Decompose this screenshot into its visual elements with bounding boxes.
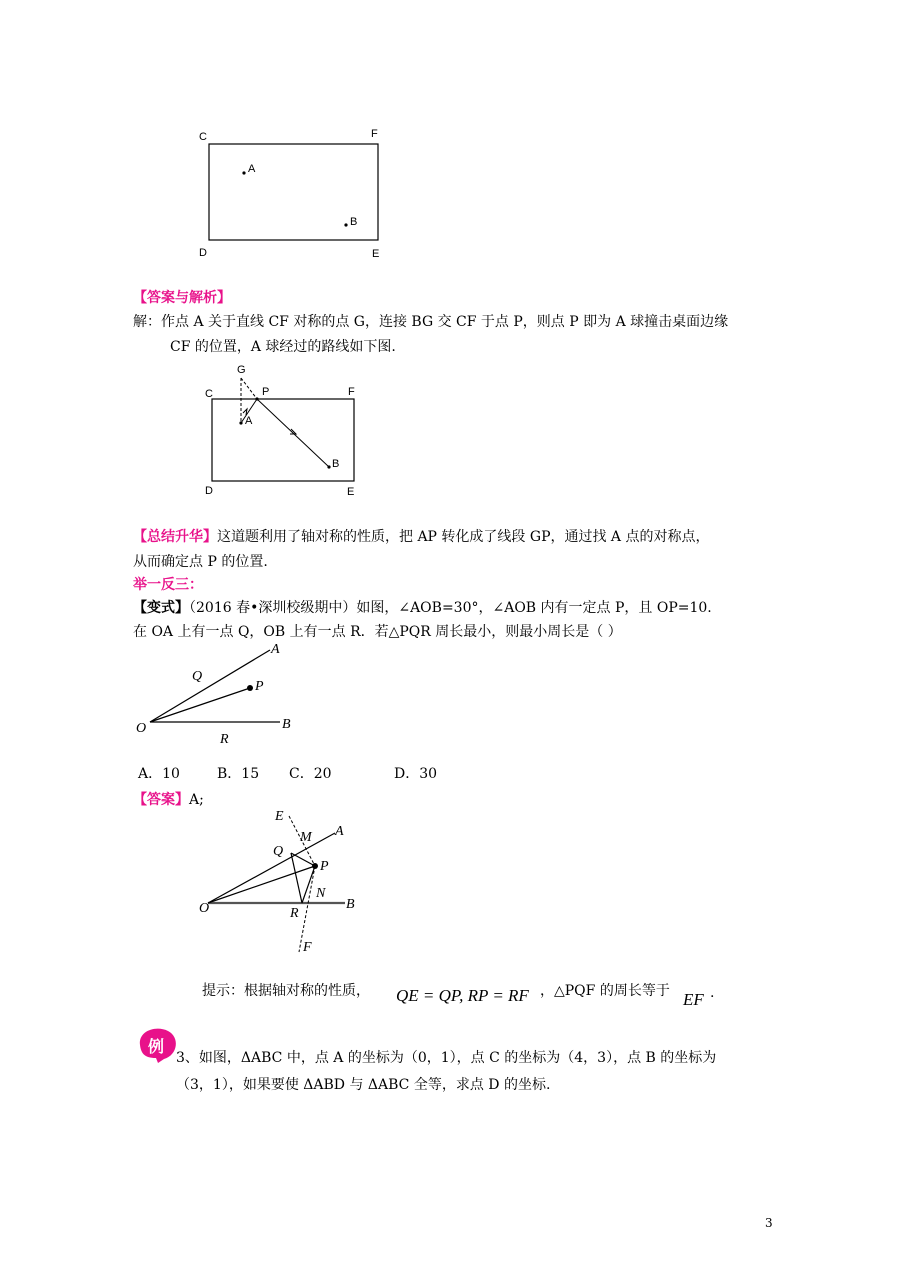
label-e: E xyxy=(275,809,284,824)
summary-heading: 【总结升华】 xyxy=(133,529,217,545)
point-p xyxy=(247,685,253,691)
answer-line-1: 解：作点 A 关于直线 CF 对称的点 G，连接 BG 交 CF 于点 P，则点 P 即为 A 球撞击桌面边缘 xyxy=(133,314,729,330)
label-p: P xyxy=(320,859,329,874)
hint-middle: ，△PQF 的周长等于 xyxy=(540,983,670,999)
label-c: C xyxy=(199,131,207,143)
label-b: B xyxy=(350,216,358,228)
figure-rectangle-ab xyxy=(195,120,395,265)
answer-line-2: CF 的位置，A 球经过的路线如下图. xyxy=(170,339,396,355)
label-e: E xyxy=(372,248,380,260)
label-n: N xyxy=(316,886,326,901)
point-a xyxy=(242,171,245,174)
label-p: P xyxy=(255,679,264,694)
label-d: D xyxy=(205,485,213,497)
label-a: A xyxy=(248,163,256,175)
label-a: A xyxy=(245,415,253,427)
hint-formula: QE = QP, RP = RF xyxy=(396,986,529,1005)
label-f: F xyxy=(371,128,378,140)
option-c: C．20 xyxy=(289,766,332,782)
label-b: B xyxy=(346,897,355,912)
label-o: O xyxy=(199,901,210,916)
figure-solution xyxy=(195,800,375,960)
answer-heading: 【答案】 xyxy=(133,792,189,808)
hint-end: . xyxy=(710,985,715,1001)
figure-angle-aob xyxy=(130,640,310,750)
point-a xyxy=(239,421,242,424)
example-badge-icon xyxy=(134,1025,180,1065)
variant-tag: 【变式】 xyxy=(133,600,189,616)
label-f: F xyxy=(303,940,312,955)
figure-reflection-path xyxy=(195,360,375,500)
point-b xyxy=(344,223,347,226)
label-f: F xyxy=(348,386,355,398)
label-d: D xyxy=(199,247,207,259)
label-q: Q xyxy=(192,669,203,684)
practice-heading: 举一反三： xyxy=(133,577,203,593)
label-g: G xyxy=(237,364,246,376)
practice-line-2: 在 OA 上有一点 Q，OB 上有一点 R．若△PQR 周长最小，则最小周长是（ ） xyxy=(133,624,622,640)
summary-line-2: 从而确定点 P 的位置. xyxy=(133,554,268,570)
hint-prefix: 提示：根据轴对称的性质， xyxy=(202,983,370,999)
label-a: A xyxy=(335,824,344,839)
example-line-1: 3、如图，ΔABC 中，点 A 的坐标为（0，1），点 C 的坐标为（4，3），点 B 的坐标为 xyxy=(176,1050,717,1066)
label-a: A xyxy=(271,642,280,657)
label-r: R xyxy=(290,906,299,921)
option-d: D．30 xyxy=(394,766,438,782)
label-o: O xyxy=(136,721,147,736)
label-r: R xyxy=(220,732,229,747)
hint-result: EF xyxy=(683,990,704,1009)
label-q: Q xyxy=(273,844,284,859)
point-p xyxy=(255,397,258,400)
option-a: A．10 xyxy=(138,766,180,782)
page-number: 3 xyxy=(765,1216,773,1230)
answer-analysis-heading: 【答案与解析】 xyxy=(133,290,231,306)
example-badge-label: 例 xyxy=(148,1037,165,1056)
summary-line-1: 这道题利用了轴对称的性质，把 AP 转化成了线段 GP，通过找 A 点的对称点， xyxy=(217,529,710,545)
label-p: P xyxy=(262,386,270,398)
answer-value: A; xyxy=(189,792,204,808)
label-b: B xyxy=(282,717,291,732)
option-b: B．15 xyxy=(217,766,260,782)
label-b: B xyxy=(332,458,340,470)
example-line-2: （3，1），如果要使 ΔABD 与 ΔABC 全等，求点 D 的坐标. xyxy=(176,1077,551,1093)
label-e: E xyxy=(347,486,355,498)
point-b xyxy=(327,465,330,468)
label-m: M xyxy=(300,830,312,845)
point-p xyxy=(312,863,318,869)
label-c: C xyxy=(205,388,213,400)
practice-line-1: （2016 春•深圳校级期中）如图，∠AOB=30°，∠AOB 内有一定点 P，且 OP=10. xyxy=(189,600,712,616)
